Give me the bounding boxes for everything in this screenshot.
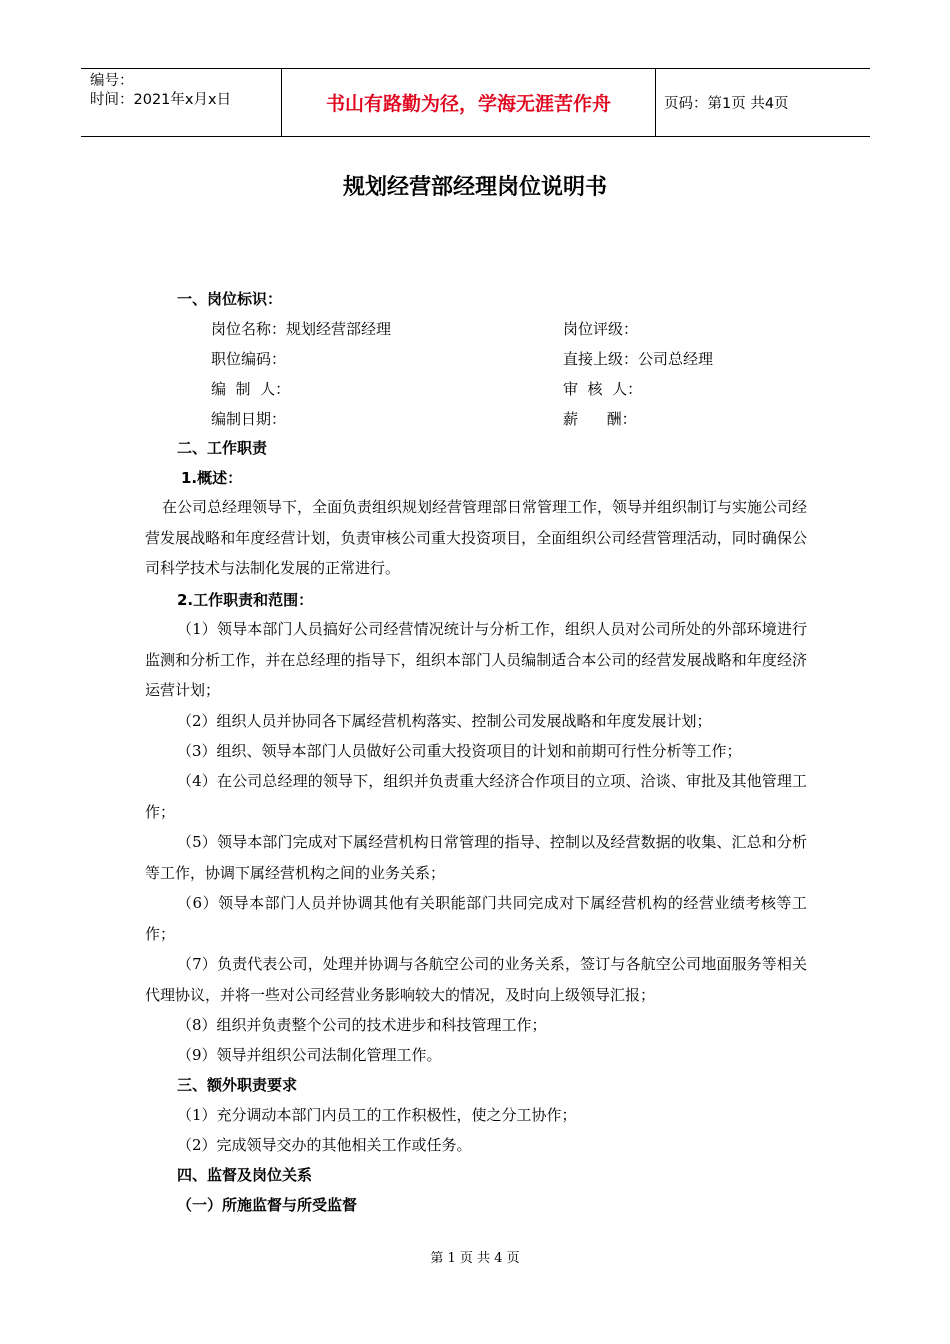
duty-item-4: （4）在公司总经理的领导下，组织并负责重大经济合作项目的立项、洽谈、审批及其他管理工作；: [145, 772, 807, 821]
duty-item-1: （1）领导本部门人员搞好公司经营情况统计与分析工作，组织人员对公司所处的外部环境进行监测和分析工作，并在总经理的指导下，组织本部门人员编制适合本公司的经营发展战略和年度经济运营计划；: [145, 620, 807, 699]
scope-heading: 2.工作职责和范围：: [177, 591, 314, 609]
header-table: [81, 68, 870, 137]
section4-subheading: （一）所施监督与所受监督: [177, 1196, 358, 1214]
duty-item-2: （2）组织人员并协同各下属经营机构落实、控制公司发展战略和年度发展计划；: [177, 712, 712, 730]
field-reviewer: 审 核 人：: [563, 380, 643, 398]
section3-heading: 三、额外职责要求: [177, 1076, 298, 1094]
field-post-name: 岗位名称：规划经营部经理: [211, 320, 392, 338]
number-label: 编号：: [90, 73, 134, 89]
page-info: 页码：第1页 共4页: [664, 96, 789, 112]
section1-heading: 一、岗位标识：: [177, 290, 283, 308]
section2-heading: 二、工作职责: [177, 439, 268, 457]
field-author: 编 制 人：: [211, 380, 291, 398]
field-post-grade: 岗位评级：: [563, 320, 639, 338]
motto: 书山有路勤为径，学海无涯苦作舟: [282, 69, 656, 136]
duty-item-9: （9）领导并组织公司法制化管理工作。: [177, 1046, 442, 1064]
duty-item-8: （8）组织并负责整个公司的技术进步和科技管理工作；: [177, 1016, 547, 1034]
extra-item-2: （2）完成领导交办的其他相关工作或任务。: [177, 1136, 472, 1154]
time-label: 时间：2021年x月x日: [90, 92, 232, 108]
field-post-code: 职位编码：: [211, 350, 287, 368]
overview-paragraph: 在公司总经理领导下，全面负责组织规划经营管理部日常管理工作，领导并组织制订与实施公司经营发展战略和年度经营计划，负责审核公司重大投资项目，全面组织公司经营管理活动，同时确保公司科学技术与法制化发展的正常进行。: [145, 498, 808, 577]
field-salary: 薪 酬：: [563, 410, 637, 428]
header-left-cell: [81, 69, 282, 136]
field-date: 编制日期：: [211, 410, 287, 428]
duty-item-3: （3）组织、领导本部门人员做好公司重大投资项目的计划和前期可行性分析等工作；: [177, 742, 742, 760]
page-footer: 第 1 页 共 4 页: [430, 1251, 520, 1266]
document-title: 规划经营部经理岗位说明书: [342, 175, 607, 200]
duty-item-5: （5）领导本部门完成对下属经营机构日常管理的指导、控制以及经营数据的收集、汇总和分析等工作，协调下属经营机构之间的业务关系；: [145, 833, 807, 882]
duty-item-7: （7）负责代表公司，处理并协调与各航空公司的业务关系，签订与各航空公司地面服务等相关代理协议，并将一些对公司经营业务影响较大的情况，及时向上级领导汇报；: [145, 955, 807, 1004]
overview-heading: 1.概述：: [181, 469, 243, 487]
section4-heading: 四、监督及岗位关系: [177, 1166, 313, 1184]
field-superior: 直接上级：公司总经理: [563, 350, 714, 368]
duty-item-6: （6）领导本部门人员并协调其他有关职能部门共同完成对下属经营机构的经营业绩考核等工作；: [145, 894, 807, 943]
extra-item-1: （1）充分调动本部门内员工的工作积极性，使之分工协作；: [177, 1106, 577, 1124]
